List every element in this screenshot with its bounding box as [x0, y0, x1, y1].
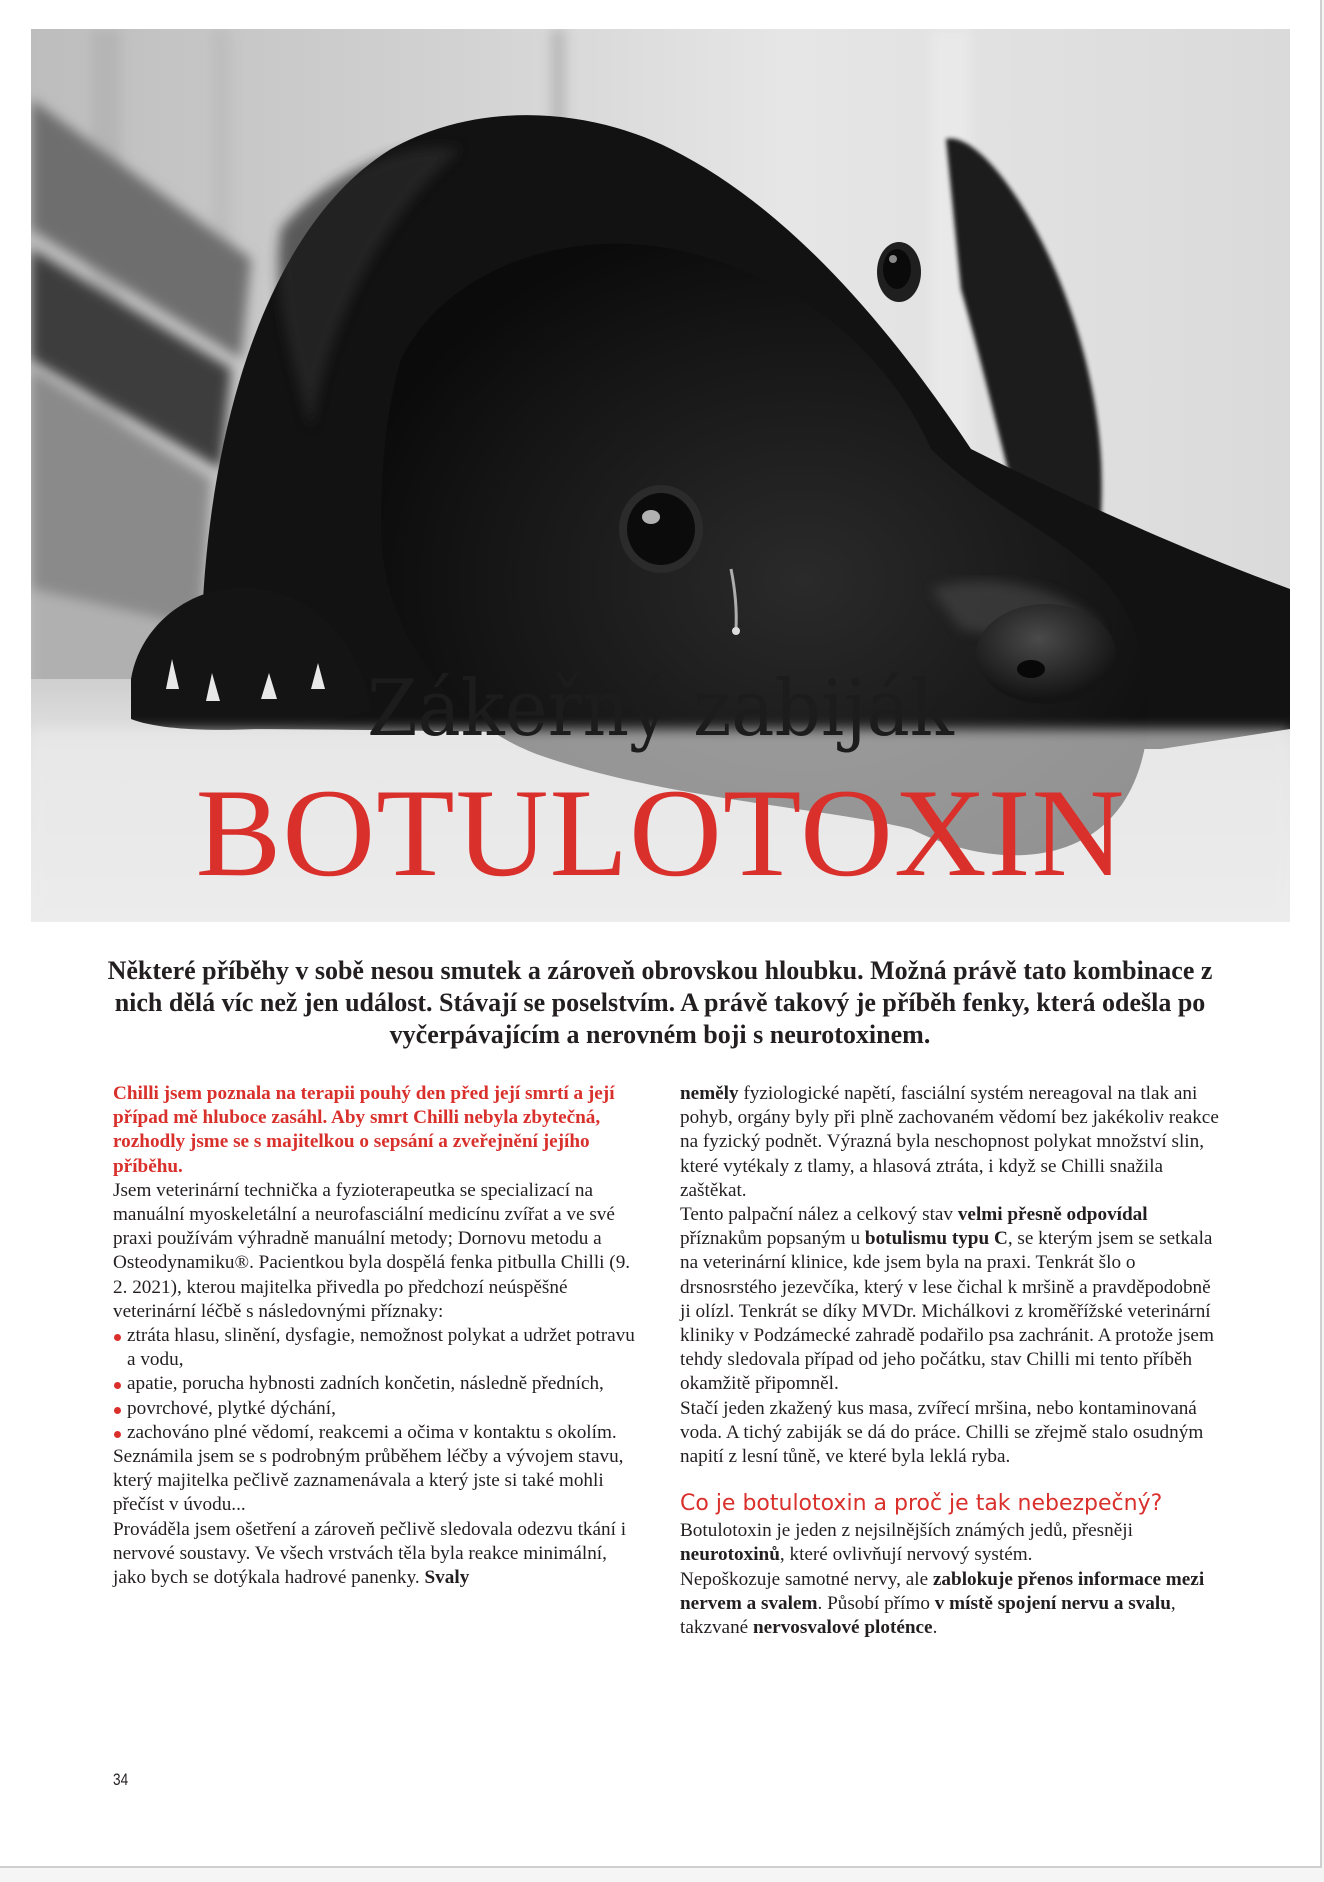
body-paragraph: Tento palpační nález a celkový stav velmi přesně odpovídal příznakům popsaným u botulismu typu C, se kterým jsem se setkala na veterinární klinice, kde jsem byla na praxi. Tenkrát šlo o drsnosrstého jezevčíka, který v lese čichal k mršině a pravděpodobně ji olízl. Tenkrát se díky MVDr. Michálkovi z kroměřížské veterinární kliniky v Podzámecké zahradě podařilo psa zachránit. A protože jsem tehdy sledovala případ od jeho počátku, stav Chilli mi tento příběh okamžitě připomněl. — [680, 1204, 1214, 1395]
section-subheading: Co je botulotoxin a proč je tak nebezpečný? — [680, 1491, 1163, 1517]
page-number: 34 — [113, 1770, 129, 1789]
bullet-icon — [114, 1334, 121, 1341]
bold-text: neměly — [680, 1083, 739, 1104]
bold-text: botulismu typu C — [864, 1228, 1008, 1250]
lead-paragraph: Některé příběhy v sobě nesou smutek a zároveň obrovskou hloubku. Možná právě tato kombinace z nich dělá víc než jen událost. Stávají se poselstvím. A právě takový je příběh fenky, která odešla po vyčerpávajícím a nerovném boji s neurotoxinem. — [107, 956, 1213, 1049]
bold-text: Svaly — [424, 1567, 470, 1589]
bold-text: zablokuje přenos informace mezi nervem a svalem — [680, 1568, 1205, 1614]
symptom-item: povrchové, plytké dýchání, — [113, 1397, 643, 1421]
bold-text: neurotoxinů — [680, 1544, 780, 1566]
body-paragraph: Nepoškozuje samotné nervy, ale zablokuje přenos informace mezi nervem a svalem. Působí přímo v místě spojení nervu a svalu, takzvané nervosvalové ploténce. — [680, 1568, 1205, 1639]
body-paragraph: Jsem veterinární technička a fyzioterapeutka se specializací na manuální myoskeletální a neurofasciální medicínu zvířat a ve své praxi používám výhradně manuální metody; Dornovu metodu a Osteodynamiku®. Pacientkou byla dospělá fenka pitbulla Chilli (9. 2. 2021), kterou majitelka přivedla po předchozí neúspěšné veterinární léčbě s následovnými příznaky: — [113, 1179, 631, 1322]
symptom-item: zachováno plné vědomí, reakcemi a očima v kontaktu s okolím. — [113, 1421, 643, 1445]
bold-text: v místě spojení nervu a svalu — [934, 1592, 1171, 1614]
right-column — [680, 1082, 1220, 1640]
body-paragraph: neměly fyziologické napětí, fasciální systém nereagoval na tlak ani pohyb, orgány byly při plně zachovaném vědomí bez jakékoliv reakce na fyzický podnět. Výrazná byla neschopnost polykat množství slin, které vytékaly z tlamy, a hlasová ztráta, i když se Chilli snažila zaštěkat. — [680, 1083, 1219, 1201]
body-paragraph: Seznámila jsem se s podrobným průběhem léčby a vývojem stavu, který majitelka pečlivě zaznamenávala a který jste si také mohli přečíst v úvodu... — [113, 1446, 624, 1516]
symptom-item: apatie, porucha hybnosti zadních končetin, následně předních, — [113, 1372, 643, 1396]
symptom-item: ztráta hlasu, slinění, dysfagie, nemožnost polykat a udržet potravu a vodu, — [113, 1324, 643, 1372]
body-paragraph: Botulotoxin je jeden z nejsilnějších známých jedů, přesněji neurotoxinů, které ovlivňují nervový systém. — [680, 1520, 1133, 1566]
bullet-icon — [114, 1382, 121, 1389]
bullet-icon — [114, 1407, 121, 1414]
symptoms-list — [113, 1324, 643, 1445]
bold-text: velmi přesně odpovídal — [957, 1204, 1148, 1226]
body-paragraph: Stačí jeden zkažený kus masa, zvířecí mršina, nebo kontaminovaná voda. A tichý zabiják se dá do práce. Chilli se zřejmě stalo osudným napití z lesní tůně, ve které byla leklá ryba. — [680, 1397, 1204, 1468]
intro-highlight: Chilli jsem poznala na terapii pouhý den před její smrtí a její případ mě hluboce zasáhl. Aby smrt Chilli nebyla zbytečná, rozhodly jsme se s majitelkou o sepsání a zveřejnění jejího příběhu. — [113, 1083, 615, 1177]
left-column — [113, 1082, 643, 1590]
headline-kicker: Zákeřný zabiják — [367, 664, 954, 754]
bullet-icon — [114, 1431, 121, 1438]
hero-photo — [31, 29, 1290, 922]
headline-main: BOTULOTOXIN — [195, 764, 1126, 903]
body-paragraph: Prováděla jsem ošetření a zároveň pečlivě sledovala odezvu tkání i nervové soustavy. Ve všech vrstvách těla byla reakce minimální, jako bych se dotýkala hadrové panenky. Svaly — [113, 1518, 627, 1589]
bold-text: nervosvalové ploténce — [752, 1617, 933, 1639]
